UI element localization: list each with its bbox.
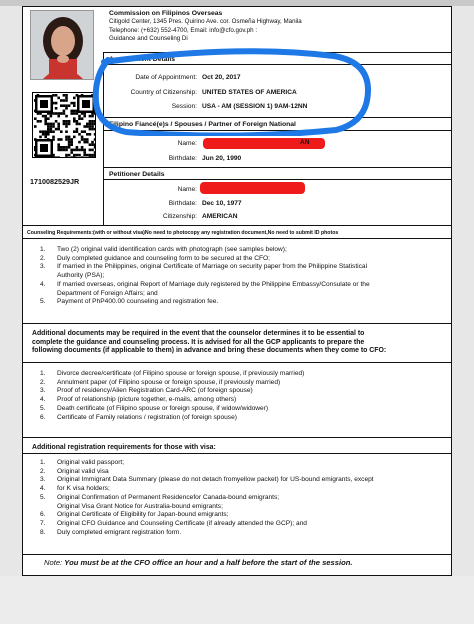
list-item bbox=[40, 246, 445, 255]
list-item bbox=[40, 494, 445, 503]
fiance-name-tail: AN bbox=[300, 139, 310, 146]
paragraph-line: Additional documents may be required in the event that the counselor determines it to be essential to bbox=[32, 330, 365, 337]
list-item-text: Divorce decree/certificate (of Filipino spouse or foreign spouse, if previously married) bbox=[57, 370, 305, 377]
list-item bbox=[40, 281, 445, 290]
country-value: UNITED STATES OF AMERICA bbox=[202, 89, 297, 96]
reference-number: 1710082529JR bbox=[30, 177, 80, 186]
list-item bbox=[40, 272, 445, 281]
fiance-title: Filipino Fiancé(e)s / Spouses / Partner of Foreign National bbox=[109, 121, 296, 128]
divider bbox=[22, 453, 452, 454]
list-item bbox=[40, 414, 445, 423]
additional-documents-list bbox=[40, 370, 445, 422]
divider bbox=[103, 130, 452, 131]
petitioner-title: Petitioner Details bbox=[109, 171, 165, 178]
list-item bbox=[40, 405, 445, 414]
requirements-list bbox=[40, 246, 445, 307]
list-item-text: Proof of relationship (picture together, e-mails, among others) bbox=[57, 396, 237, 404]
note-text: You must be at the CFO office an hour and a half before the start of the session. bbox=[64, 558, 353, 567]
list-item bbox=[40, 298, 445, 307]
list-item-number: 4. bbox=[40, 280, 46, 288]
list-item-number: 3. bbox=[40, 476, 46, 484]
list-item-text: Two (2) original valid identification cards with photograph (see samples below); bbox=[57, 246, 287, 253]
list-item-number: 5. bbox=[40, 493, 46, 501]
list-item bbox=[40, 485, 445, 494]
fiance-name-label: Name: bbox=[177, 140, 197, 147]
list-item-number: 4. bbox=[40, 396, 46, 404]
list-item-number: 1. bbox=[40, 370, 46, 377]
divider bbox=[22, 225, 452, 226]
list-item bbox=[40, 379, 445, 388]
petitioner-citizenship-label: Citizenship: bbox=[162, 213, 197, 220]
list-item-number: 4. bbox=[40, 485, 46, 493]
divider bbox=[22, 554, 452, 555]
qr-code bbox=[32, 92, 96, 158]
list-item-text: Authority (PSA); bbox=[57, 272, 105, 280]
fiance-birthdate-label: Birthdate: bbox=[168, 155, 197, 162]
list-item bbox=[40, 263, 445, 272]
session-note bbox=[44, 558, 352, 567]
org-address: Citigold Center, 1345 Pres. Quirino Ave. cor. Osmeña Highway, Manila bbox=[109, 18, 302, 26]
list-item-text: Original Visa Grant Notice for Australia-bound emigrants; bbox=[57, 502, 223, 510]
divider bbox=[103, 179, 452, 180]
applicant-photo bbox=[30, 10, 94, 80]
divider bbox=[22, 362, 452, 363]
list-item bbox=[40, 255, 445, 264]
list-item-text: Original Immigrant Data Summary (please do not detach fromyellow packet) for US-bound emigrants, except bbox=[57, 476, 374, 484]
petitioner-section bbox=[103, 167, 451, 178]
petitioner-name-label: Name: bbox=[177, 186, 197, 193]
list-item-text: Payment of PhP400.00 counseling and registration fee. bbox=[57, 298, 219, 306]
document-header bbox=[109, 10, 449, 44]
appointment-title: Appointment Details bbox=[109, 56, 176, 63]
additional-documents-paragraph bbox=[32, 330, 444, 356]
divider bbox=[22, 238, 452, 239]
list-item-number: 2. bbox=[40, 467, 46, 475]
list-item-text: Death certificate (of Filipino spouse or foreign spouse, if widow/widower) bbox=[57, 404, 269, 412]
list-item bbox=[40, 290, 445, 299]
list-item bbox=[40, 511, 445, 520]
list-item-text: If married in the Philippines, original Certificate of Marriage on security paper from the Philippine Statistical bbox=[57, 263, 368, 271]
list-item-number: 2. bbox=[40, 254, 46, 262]
list-item bbox=[40, 476, 445, 485]
country-label: Country of Citizenship: bbox=[130, 89, 197, 96]
list-item-text: Original Confirmation of Permanent Residencefor Canada-bound emigrants; bbox=[57, 493, 280, 501]
list-item bbox=[40, 387, 445, 396]
petitioner-birthdate-label: Birthdate: bbox=[168, 200, 197, 207]
list-item bbox=[40, 396, 445, 405]
list-item-text: Duly completed guidance and counseling form to be secured at the CFO; bbox=[57, 254, 270, 262]
list-item bbox=[40, 468, 445, 477]
list-item-number: 5. bbox=[40, 298, 46, 306]
divider bbox=[22, 437, 452, 438]
bottom-margin bbox=[0, 576, 474, 624]
list-item bbox=[40, 370, 445, 379]
list-item-number: 3. bbox=[40, 387, 46, 395]
list-item-number: 2. bbox=[40, 378, 46, 386]
division-name: Guidance and Counseling Di bbox=[109, 35, 188, 43]
divider bbox=[22, 323, 452, 324]
list-item-number: 7. bbox=[40, 519, 46, 527]
list-item-text: Department of Foreign Affairs; and bbox=[57, 289, 158, 297]
list-item-text: for K visa holders; bbox=[57, 485, 110, 493]
list-item-text: Original valid visa bbox=[57, 467, 109, 475]
list-item-number: 6. bbox=[40, 413, 46, 421]
paragraph-line: complete the guidance and counseling process. It is advised for all the GCP applicants to prepare the bbox=[32, 338, 365, 346]
list-item-text: Duly completed emigrant registration form. bbox=[57, 528, 182, 536]
list-item-text: Annulment paper (of Filipino spouse or foreign spouse, if previously married) bbox=[57, 378, 281, 386]
org-phone: Telephone: (+632) 552-4700, Email: info@cfo.gov.ph : bbox=[109, 26, 258, 34]
petitioner-citizenship-value: AMERICAN bbox=[202, 213, 238, 220]
list-item bbox=[40, 459, 445, 468]
org-name: Commission on Filipinos Overseas bbox=[109, 10, 223, 17]
fiance-section bbox=[103, 117, 451, 128]
list-item-text: Original valid passport; bbox=[57, 459, 125, 466]
session-label: Session: bbox=[171, 103, 197, 110]
list-item-number: 5. bbox=[40, 404, 46, 412]
list-item-text: Original CFO Guidance and Counseling Certificate (if already attended the GCP); and bbox=[57, 519, 307, 527]
list-item-number: 3. bbox=[40, 263, 46, 271]
list-item-text: Proof of residency/Alien Registration Card-ARC (of foreign spouse) bbox=[57, 387, 253, 395]
list-item-text: Certificate of Family relations / registration (of foreign spouse) bbox=[57, 413, 237, 421]
list-item bbox=[40, 520, 445, 529]
list-item-number: 1. bbox=[40, 459, 46, 466]
list-item-text: If married overseas, original Report of Marriage duly registered by the Philippine Embassy/Consulate or the bbox=[57, 280, 370, 288]
list-item bbox=[40, 503, 445, 512]
note-label: Note: bbox=[44, 558, 63, 567]
list-item-text: Original Certificate of Eligibility for Japan-bound emigrants; bbox=[57, 511, 229, 519]
divider bbox=[103, 64, 452, 65]
list-item bbox=[40, 529, 445, 538]
petitioner-birthdate-value: Dec 10, 1977 bbox=[202, 200, 242, 207]
redacted-name bbox=[200, 182, 305, 194]
requirements-heading: Counseling Requirements:(with or without visa)No need to photocopy any registration document,No need to submit ID photos bbox=[27, 230, 339, 236]
session-value: USA - AM (SESSION 1) 9AM-12NN bbox=[202, 103, 308, 110]
date-value: Oct 20, 2017 bbox=[202, 74, 241, 81]
visa-heading: Additional registration requirements for those with visa: bbox=[32, 444, 216, 451]
visa-requirements-list bbox=[40, 459, 445, 537]
paragraph-line: following documents (if applicable to them) in advance and bring these documents when they come to CFO: bbox=[32, 347, 387, 354]
fiance-birthdate-value: Jun 20, 1990 bbox=[202, 155, 242, 162]
date-label: Date of Appointment: bbox=[135, 74, 197, 81]
list-item-number: 1. bbox=[40, 246, 46, 253]
list-item-number: 6. bbox=[40, 511, 46, 519]
list-item-number: 8. bbox=[40, 528, 46, 536]
